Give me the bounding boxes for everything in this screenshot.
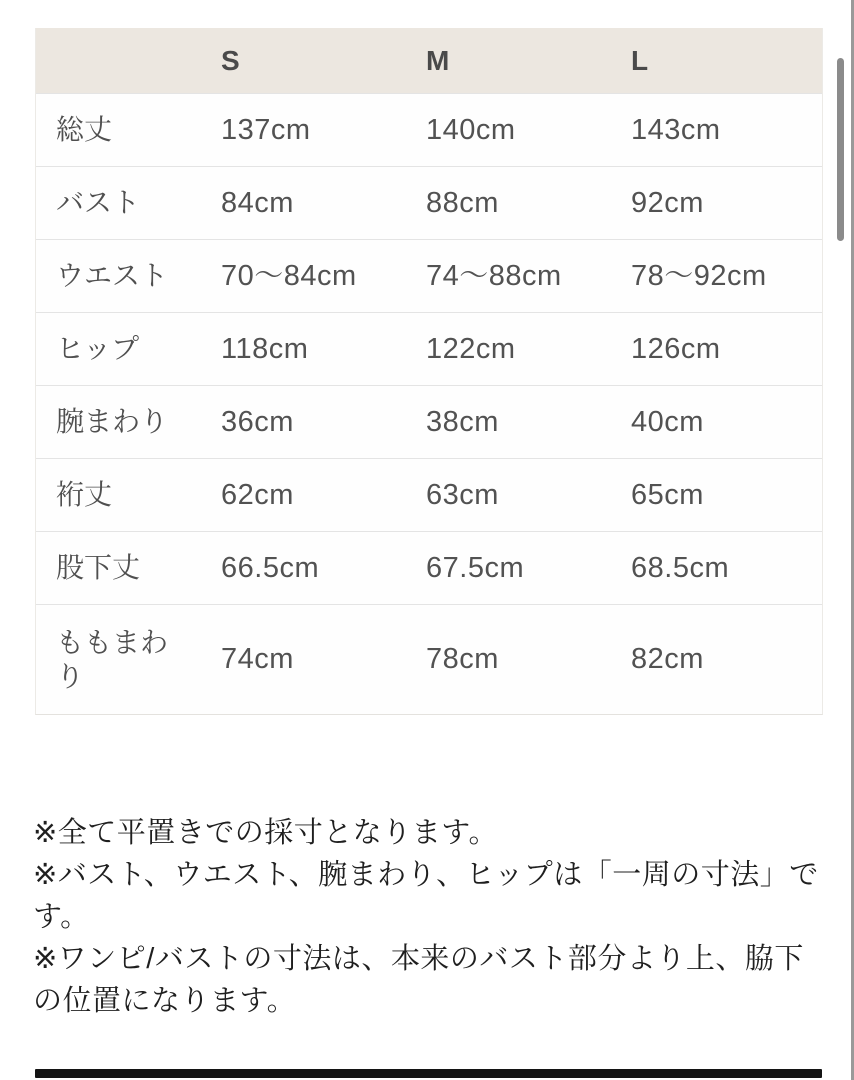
column-header-l: L [631,44,649,76]
measurement-value: 118cm [221,332,309,365]
measurement-value: 84cm [221,186,294,219]
measurement-value: 88cm [426,186,499,219]
row-label: 総丈 [56,114,113,146]
scrollbar-thumb[interactable] [837,58,844,241]
column-header-s: S [221,44,241,76]
measurement-value: 36cm [221,405,294,438]
measurement-value: 68.5cm [631,551,730,584]
measurement-value: 82cm [631,643,704,676]
measurement-value: 40cm [631,405,704,438]
bottom-divider-bar [35,1069,822,1078]
note-flat-measurement: ※全て平置きでの採寸となります。 [33,817,498,849]
measurement-value: 67.5cm [426,551,525,584]
measurement-value: 74〜88cm [426,259,562,292]
measurement-row-souta [36,93,822,166]
measurement-value: 140cm [426,113,516,146]
measurement-row-arm [36,385,822,458]
measurement-notes-section [33,812,825,1022]
measurement-value: 65cm [631,478,704,511]
row-label: 腕まわり [56,406,169,438]
measurement-row-inseam [36,531,822,604]
note-circumference: ※バスト、ウエスト、腕まわり、ヒップは「一周の寸法」です。 [33,859,819,933]
measurement-value: 143cm [631,113,721,146]
measurement-value: 92cm [631,186,704,219]
measurement-value: 38cm [426,405,499,438]
note-onepiece-bust: ※ワンピ/バストの寸法は、本来のバスト部分より上、脇下の位置になります。 [33,943,804,1017]
row-label: ウエスト [56,260,169,292]
measurement-value: 63cm [426,478,499,511]
size-chart-table [35,28,823,715]
size-chart-header-row [36,28,822,93]
measurement-row-bust [36,166,822,239]
measurement-value: 78〜92cm [631,259,767,292]
measurement-row-yuki [36,458,822,531]
measurement-value: 126cm [631,332,721,365]
measurement-value: 137cm [221,113,311,146]
measurement-value: 122cm [426,332,516,365]
measurement-value: 66.5cm [221,551,320,584]
row-label: ももまわり [56,626,169,692]
measurement-value: 78cm [426,643,499,676]
measurement-value: 70〜84cm [221,259,357,292]
column-header-m: M [426,44,450,76]
measurement-value: 62cm [221,478,294,511]
measurement-row-thigh [36,604,822,714]
row-label: バスト [56,187,141,219]
row-label: 股下丈 [56,552,141,584]
measurement-row-waist [36,239,822,312]
measurement-value: 74cm [221,643,294,676]
row-label: ヒップ [56,333,140,365]
measurement-row-hip [36,312,822,385]
row-label: 裄丈 [56,479,113,511]
